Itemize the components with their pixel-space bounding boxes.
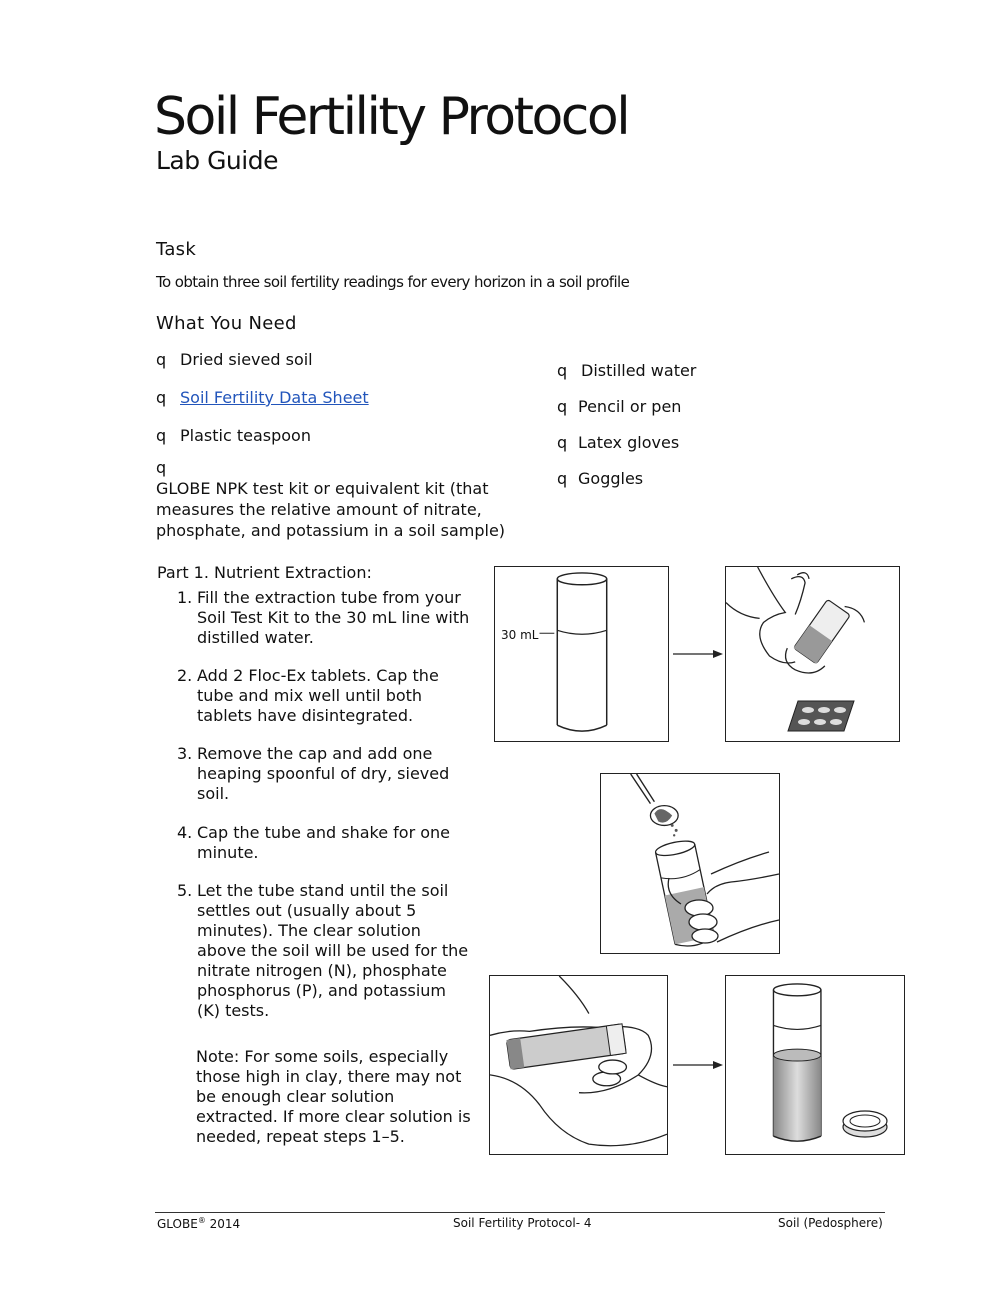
step-text: Remove the cap and add one heaping spoonful of dry, sieved soil.	[197, 744, 450, 803]
list-item-label: Goggles	[578, 469, 644, 488]
figure-add-tablets	[725, 566, 900, 742]
list-item	[557, 396, 681, 417]
list-item-label: Plastic teaspoon	[180, 426, 311, 445]
step-text: Let the tube stand until the soil settles out (usually about 5 minutes). The clear solution above the soil will be used for the nitrate nitrogen (N), phosphate phosphorus (P), and potassium (K) tests.	[197, 881, 469, 1020]
footer-left	[157, 1216, 240, 1231]
list-item	[557, 360, 696, 381]
step-number: 3.	[177, 744, 193, 763]
step-text: Fill the extraction tube from your Soil Test Kit to the 30 mL line with distilled water.	[197, 588, 470, 647]
figure-shake-tube	[489, 975, 668, 1155]
what-you-need-heading: What You Need	[156, 313, 297, 334]
tube-volume-label: 30 mL	[501, 628, 539, 642]
list-item[interactable]	[156, 387, 369, 408]
figure-add-soil	[600, 773, 780, 954]
footer-registered-mark: ®	[197, 1216, 206, 1225]
footer-center: Soil Fertility Protocol- 4	[453, 1216, 592, 1230]
tablet-pack-icon	[786, 697, 856, 735]
step-number: 1.	[177, 588, 193, 607]
arrow-right-icon	[673, 648, 723, 660]
footer-org: GLOBE	[157, 1217, 198, 1231]
checkbox-bullet: q	[156, 458, 167, 477]
step-item	[177, 588, 477, 648]
list-item	[156, 457, 526, 541]
list-item	[557, 468, 643, 489]
checkbox-bullet: q	[557, 397, 568, 416]
list-item	[156, 425, 311, 446]
checkbox-bullet: q	[557, 469, 568, 488]
step-item	[177, 823, 477, 863]
list-item-label: Pencil or pen	[578, 397, 682, 416]
hand-shaking-icon	[651, 834, 781, 955]
list-item	[557, 432, 679, 453]
checkbox-bullet: q	[557, 433, 568, 452]
task-heading: Task	[156, 239, 197, 260]
page-title: Soil Fertility Protocol	[154, 87, 629, 147]
list-item-label: GLOBE NPK test kit or equivalent kit (that measures the relative amount of nitrate, phosphate, and potassium in a soil sample)	[156, 479, 506, 540]
list-item-label: Dried sieved soil	[180, 350, 313, 369]
footer-divider	[155, 1212, 885, 1213]
step-item	[177, 881, 477, 1021]
task-text: To obtain three soil fertility readings for every horizon in a soil profile	[156, 273, 630, 291]
page-subtitle: Lab Guide	[156, 146, 278, 175]
checkbox-bullet: q	[156, 426, 167, 445]
data-sheet-link[interactable]: Soil Fertility Data Sheet	[180, 388, 369, 407]
step-item	[177, 666, 477, 726]
step-number: 2.	[177, 666, 193, 685]
part1-heading: Part 1. Nutrient Extraction:	[157, 563, 372, 582]
figure-settled-tube	[725, 975, 905, 1155]
step-number: 5.	[177, 881, 193, 900]
step-item	[177, 744, 477, 804]
step-number: 4.	[177, 823, 193, 842]
list-item-label: Distilled water	[581, 361, 697, 380]
hand-shaking-icon	[490, 976, 667, 1154]
figure-fill-tube	[494, 566, 669, 742]
step-text: Cap the tube and shake for one minute.	[197, 823, 451, 862]
footer-right: Soil (Pedosphere)	[778, 1216, 883, 1230]
footer-year: 2014	[209, 1217, 241, 1231]
test-tube-icon	[495, 567, 668, 741]
arrow-right-icon	[673, 1059, 723, 1071]
checkbox-bullet: q	[557, 361, 568, 380]
list-item	[156, 349, 313, 370]
checkbox-bullet: q	[156, 388, 167, 407]
note-text: Note: For some soils, especially those high in clay, there may not be enough clear solution extracted. If more clear solution is needed, repeat steps 1–5.	[196, 1047, 471, 1146]
list-item-label: Latex gloves	[578, 433, 680, 452]
step-text: Add 2 Floc-Ex tablets. Cap the tube and mix well until both tablets have disintegrated.	[197, 666, 439, 725]
tablet-icon	[840, 1109, 890, 1141]
checkbox-bullet: q	[156, 350, 167, 369]
